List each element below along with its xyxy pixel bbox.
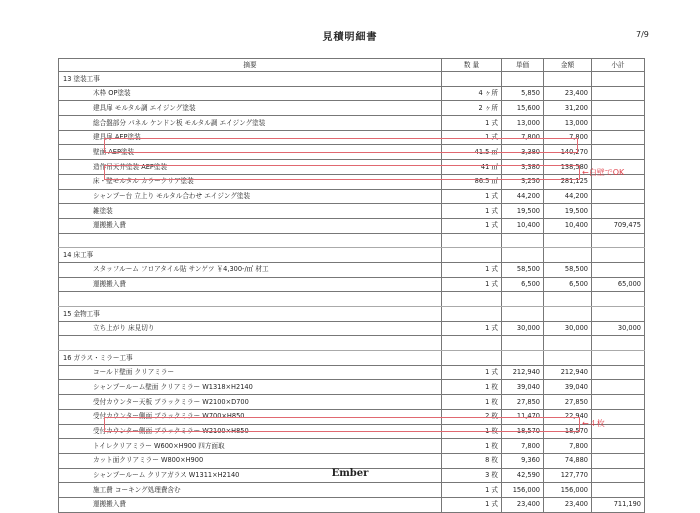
cell-amount: 58,500 <box>544 262 592 277</box>
annotation-four-sheets: ←４枚 <box>582 419 605 428</box>
cell-qty: 41.5 ㎡ <box>442 145 502 160</box>
cell-desc: コールド壁面 クリアミラー <box>59 365 442 380</box>
cell-desc: シャンプー台 立上り モルタル合わせ エイジング塗装 <box>59 189 442 204</box>
cell-amount: 138,580 <box>544 160 592 175</box>
cell-subtotal <box>592 101 645 116</box>
cell-amount: 44,200 <box>544 189 592 204</box>
cell-unit-price: 11,470 <box>502 409 544 424</box>
cell-amount: 7,800 <box>544 439 592 454</box>
cell-unit-price <box>502 307 544 322</box>
cell-unit-price: 44,200 <box>502 189 544 204</box>
footer-brand: Ember <box>331 468 369 479</box>
cell-subtotal <box>592 380 645 395</box>
cell-qty: 2 枚 <box>442 409 502 424</box>
cell-amount <box>544 336 592 351</box>
cell-subtotal <box>592 72 645 87</box>
table-row <box>59 86 645 101</box>
cell-subtotal: 30,000 <box>592 321 645 336</box>
header-unit-price: 単価 <box>502 59 544 72</box>
cell-qty: 1 式 <box>442 497 502 512</box>
cell-amount: 7,800 <box>544 130 592 145</box>
cell-unit-price: 15,600 <box>502 101 544 116</box>
cell-qty <box>442 248 502 263</box>
cell-subtotal <box>592 351 645 366</box>
annotation-white-wall-ok: ←白壁でOK <box>582 168 625 177</box>
cell-subtotal <box>592 483 645 498</box>
table-header-row <box>59 59 645 72</box>
cell-unit-price: 39,040 <box>502 380 544 395</box>
cell-desc: 木枠 OP塗装 <box>59 86 442 101</box>
cell-unit-price: 7,800 <box>502 130 544 145</box>
cell-amount: 30,000 <box>544 321 592 336</box>
table-row <box>59 262 645 277</box>
cell-amount: 10,400 <box>544 218 592 233</box>
cell-unit-price: 212,940 <box>502 365 544 380</box>
cell-subtotal <box>592 336 645 351</box>
section-row <box>59 351 645 366</box>
cell-amount: 27,850 <box>544 395 592 410</box>
cell-qty <box>442 233 502 248</box>
cell-amount <box>544 351 592 366</box>
page-number: 7/9 <box>636 30 649 39</box>
table-row <box>59 365 645 380</box>
cell-desc: 13 塗装工事 <box>59 72 442 87</box>
cell-amount: 13,000 <box>544 116 592 131</box>
cell-qty: 1 枚 <box>442 424 502 439</box>
table-row <box>59 101 645 116</box>
cell-unit-price: 3,250 <box>502 174 544 189</box>
cell-qty <box>442 351 502 366</box>
cell-amount: 23,400 <box>544 86 592 101</box>
cell-qty: 8 枚 <box>442 453 502 468</box>
cell-unit-price <box>502 292 544 307</box>
cell-desc: 14 床工事 <box>59 248 442 263</box>
cell-desc: 立ち上がり 床見切り <box>59 321 442 336</box>
table-row <box>59 116 645 131</box>
cell-unit-price: 156,000 <box>502 483 544 498</box>
cell-subtotal <box>592 116 645 131</box>
cell-unit-price: 58,500 <box>502 262 544 277</box>
cell-qty: 1 式 <box>442 189 502 204</box>
section-row <box>59 248 645 263</box>
table-row <box>59 380 645 395</box>
cell-unit-price: 42,590 <box>502 468 544 483</box>
cell-amount <box>544 292 592 307</box>
cell-qty: 1 式 <box>442 365 502 380</box>
table-row <box>59 483 645 498</box>
table-row <box>59 497 645 512</box>
table-row <box>59 453 645 468</box>
cell-amount: 6,500 <box>544 277 592 292</box>
cell-desc <box>59 336 442 351</box>
cell-unit-price <box>502 233 544 248</box>
cell-amount: 23,400 <box>544 497 592 512</box>
cell-unit-price <box>502 351 544 366</box>
cell-unit-price: 7,800 <box>502 439 544 454</box>
cell-desc: 16 ガラス・ミラー工事 <box>59 351 442 366</box>
cell-subtotal <box>592 292 645 307</box>
cell-desc: 運搬搬入費 <box>59 218 442 233</box>
cell-subtotal <box>592 453 645 468</box>
cell-subtotal <box>592 130 645 145</box>
cell-desc: 雑塗装 <box>59 204 442 219</box>
cell-desc: スタッフルーム フロアタイル貼 サンゲツ ￥4,300-/㎡ 材工 <box>59 262 442 277</box>
cell-qty <box>442 292 502 307</box>
table-row <box>59 439 645 454</box>
cell-desc: 運搬搬入費 <box>59 497 442 512</box>
table-row <box>59 160 645 175</box>
table-row <box>59 424 645 439</box>
cell-unit-price: 23,400 <box>502 497 544 512</box>
cell-subtotal <box>592 204 645 219</box>
cell-amount: 127,770 <box>544 468 592 483</box>
cell-unit-price <box>502 248 544 263</box>
table-body <box>59 72 645 513</box>
table-row <box>59 409 645 424</box>
cell-amount: 281,125 <box>544 174 592 189</box>
cell-unit-price <box>502 336 544 351</box>
cell-desc: 施工費 コーキング処理費含む <box>59 483 442 498</box>
cell-qty: 1 式 <box>442 277 502 292</box>
table-row <box>59 145 645 160</box>
cell-qty: 1 枚 <box>442 439 502 454</box>
cell-amount: 18,570 <box>544 424 592 439</box>
cell-qty: 86.5 ㎡ <box>442 174 502 189</box>
cell-subtotal <box>592 86 645 101</box>
cell-amount <box>544 307 592 322</box>
document-title: 見積明細書 <box>322 32 378 43</box>
cell-qty: 4 ヶ所 <box>442 86 502 101</box>
header-subtotal: 小計 <box>592 59 645 72</box>
table-row <box>59 395 645 410</box>
cell-qty: 3 枚 <box>442 468 502 483</box>
cell-unit-price <box>502 72 544 87</box>
cell-qty: 1 式 <box>442 116 502 131</box>
cell-amount: 140,270 <box>544 145 592 160</box>
cell-subtotal: 711,190 <box>592 497 645 512</box>
header-qty: 数 量 <box>442 59 502 72</box>
cell-amount: 31,200 <box>544 101 592 116</box>
cell-desc: トイレクリアミラー W600×H900 四方面取 <box>59 439 442 454</box>
cell-unit-price: 10,400 <box>502 218 544 233</box>
cell-desc: 床・壁モルタル カラークリア塗装 <box>59 174 442 189</box>
cell-qty: 1 枚 <box>442 395 502 410</box>
cell-qty: 1 式 <box>442 218 502 233</box>
cell-amount: 156,000 <box>544 483 592 498</box>
cell-unit-price: 18,570 <box>502 424 544 439</box>
table-row <box>59 204 645 219</box>
cell-desc: シャンプールーム壁面 クリアミラー W1318×H2140 <box>59 380 442 395</box>
cell-desc: 受付カウンター側面 ブラックミラー W700×H850 <box>59 409 442 424</box>
cell-unit-price: 19,500 <box>502 204 544 219</box>
cell-amount: 19,500 <box>544 204 592 219</box>
table-row <box>59 174 645 189</box>
cell-qty: 2 ヶ所 <box>442 101 502 116</box>
cell-desc: 運搬搬入費 <box>59 277 442 292</box>
cell-subtotal <box>592 262 645 277</box>
cell-qty: 1 式 <box>442 130 502 145</box>
cell-desc: 建具扉 AEP塗装 <box>59 130 442 145</box>
cell-qty: 1 式 <box>442 262 502 277</box>
cell-unit-price: 3,380 <box>502 160 544 175</box>
cell-qty <box>442 307 502 322</box>
section-row <box>59 72 645 87</box>
cell-unit-price: 9,360 <box>502 453 544 468</box>
table-row <box>59 321 645 336</box>
cell-subtotal: 65,000 <box>592 277 645 292</box>
cell-desc: 総合盤部分 パネル ケンドン板 モルタル調 エイジング塗装 <box>59 116 442 131</box>
cell-desc: シャンプールーム クリアガラス W1311×H2140 <box>59 468 442 483</box>
table-row <box>59 218 645 233</box>
cell-amount: 74,880 <box>544 453 592 468</box>
cell-qty: 41 ㎡ <box>442 160 502 175</box>
section-row <box>59 307 645 322</box>
cell-subtotal <box>592 248 645 263</box>
cell-amount: 22,940 <box>544 409 592 424</box>
header-desc: 摘要 <box>59 59 442 72</box>
cell-amount: 39,040 <box>544 380 592 395</box>
cell-subtotal <box>592 145 645 160</box>
cell-qty: 1 式 <box>442 204 502 219</box>
cell-unit-price: 30,000 <box>502 321 544 336</box>
cell-subtotal <box>592 439 645 454</box>
header-amount: 金額 <box>544 59 592 72</box>
blank-row <box>59 292 645 307</box>
cell-unit-price: 27,850 <box>502 395 544 410</box>
cell-subtotal <box>592 189 645 204</box>
cell-desc <box>59 233 442 248</box>
cell-subtotal: 709,475 <box>592 218 645 233</box>
cell-amount: 212,940 <box>544 365 592 380</box>
cell-amount <box>544 248 592 263</box>
cell-qty: 1 式 <box>442 321 502 336</box>
blank-row <box>59 336 645 351</box>
cell-desc: 受付カウンター側面 ブラックミラー W2100×H850 <box>59 424 442 439</box>
cell-desc: 受付カウンター天板 ブラックミラー W2100×D700 <box>59 395 442 410</box>
cell-unit-price: 3,380 <box>502 145 544 160</box>
cell-unit-price: 6,500 <box>502 277 544 292</box>
cell-desc <box>59 292 442 307</box>
cell-unit-price: 5,850 <box>502 86 544 101</box>
cell-desc: カット面クリアミラー W800×H900 <box>59 453 442 468</box>
cell-subtotal <box>592 365 645 380</box>
cell-unit-price: 13,000 <box>502 116 544 131</box>
cell-desc: 造作吊天井塗装 AEP塗装 <box>59 160 442 175</box>
cell-amount <box>544 72 592 87</box>
cell-qty <box>442 336 502 351</box>
cell-amount <box>544 233 592 248</box>
table-row <box>59 130 645 145</box>
cell-subtotal <box>592 307 645 322</box>
cell-subtotal <box>592 395 645 410</box>
cell-desc: 壁面 AEP塗装 <box>59 145 442 160</box>
cell-desc: 建具扉 モルタル調 エイジング塗装 <box>59 101 442 116</box>
blank-row <box>59 233 645 248</box>
cell-qty: 1 枚 <box>442 380 502 395</box>
table-row <box>59 189 645 204</box>
cell-qty <box>442 72 502 87</box>
cell-qty: 1 式 <box>442 483 502 498</box>
cell-desc: 15 金物工事 <box>59 307 442 322</box>
table-row <box>59 277 645 292</box>
estimate-table <box>58 58 645 513</box>
cell-subtotal <box>592 233 645 248</box>
